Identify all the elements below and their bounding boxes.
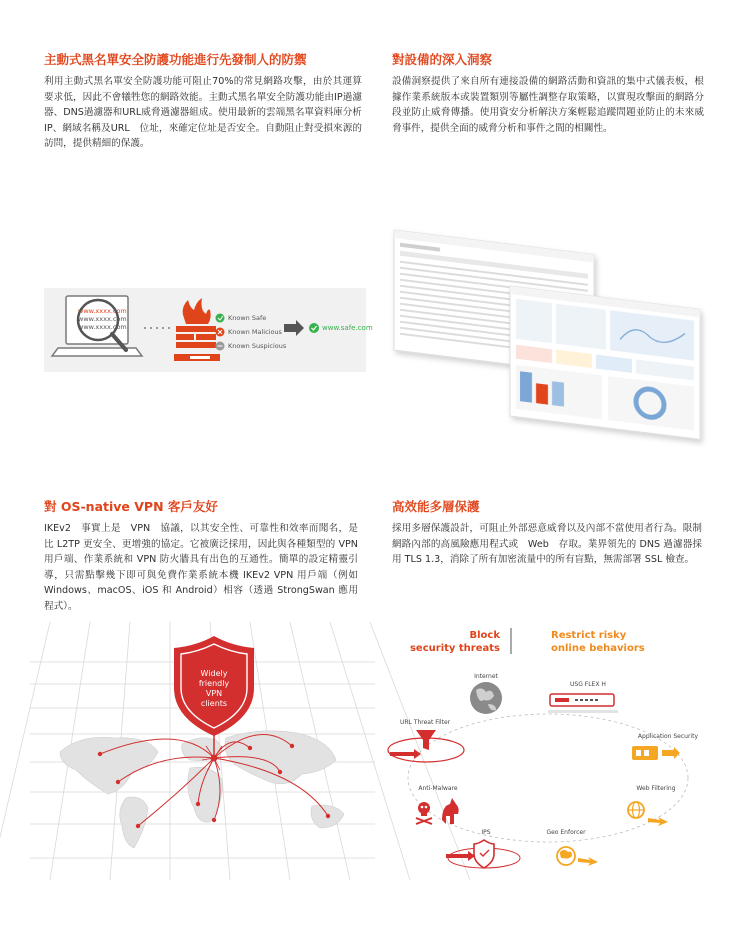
svg-text:clients: clients xyxy=(200,699,228,708)
restrict-label: online behaviors xyxy=(551,643,645,654)
url-filter-icon xyxy=(388,730,464,762)
firewall-device-icon xyxy=(548,694,618,713)
svg-text:VPN: VPN xyxy=(205,689,223,698)
svg-text:Known Malicious: Known Malicious xyxy=(228,328,282,336)
vpn-world-graphic xyxy=(30,622,375,880)
section-body: 設備洞察提供了來自所有連接設備的網路活動和資訊的集中式儀表板，根據作業系統版本或裝置類別等屬性調整存取策略，以實現攻擊面的網路分段並防止威脅傳播。使用資安分析解決方案輕鬆追蹤問題並防止的未來威脅事件，提供全面的威脅分析和事件之間的相關性。 xyxy=(392,76,704,134)
anti-malware-icon xyxy=(416,798,459,824)
section-title: 主動式黑名單安全防護功能進行先發制人的防禦 xyxy=(44,52,307,67)
svg-text:Known Safe: Known Safe xyxy=(228,314,267,322)
svg-text:Web Filtering: Web Filtering xyxy=(636,785,676,792)
svg-text:Application Security: Application Security xyxy=(637,733,698,740)
svg-text:Anti-Malware: Anti-Malware xyxy=(418,785,458,792)
legend-known-safe xyxy=(216,314,267,323)
svg-text:USG FLEX H: USG FLEX H xyxy=(570,681,606,688)
section-body: IKEv2 事實上是 VPN 協議，以其安全性、可靠性和效率而聞名，是比 L2TP 更安全、更增強的協定。它被廣泛採用，因此與各種類型的 VPN 用戶端、作業系統和 VPN 防火牆具有出色的互通性。簡單的設定精靈引導，只需點擊幾下即可與免費作業系統本機 IKEv2 VPN 用戶端（例如 Windows、macOS、iOS 和 Android）相容（透過 StrongSwan 應用程式）。 xyxy=(44,523,358,612)
web-filtering-icon xyxy=(628,802,668,826)
svg-text:Known Suspicious: Known Suspicious xyxy=(228,342,287,350)
svg-text:Internet: Internet xyxy=(474,673,498,680)
legend-known-suspicious xyxy=(216,342,287,351)
section-title: 對設備的深入洞察 xyxy=(392,52,493,67)
app-security-icon xyxy=(632,746,680,760)
legend-known-malicious xyxy=(216,328,283,337)
section-title: 對 OS-native VPN 客戶友好 xyxy=(44,499,218,514)
section-vpn xyxy=(44,499,358,615)
section-multilayer xyxy=(392,499,702,568)
url-line: www.xxxx.com xyxy=(78,307,127,315)
block-label: security threats xyxy=(409,643,500,654)
geo-enforcer-icon xyxy=(557,847,598,866)
restrict-label: Restrict risky xyxy=(551,630,627,641)
dashboard-analytics-screen xyxy=(510,286,700,439)
svg-text:Widely: Widely xyxy=(200,669,228,678)
section-insight xyxy=(392,52,704,136)
svg-text:friendly: friendly xyxy=(198,679,230,688)
protection-diagram xyxy=(380,622,710,880)
section-body: 利用主動式黑名單安全防護功能可阻止70%的常見網路攻擊，由於其運算要求低，因此不會犧牲您的網路效能。主動式黑名單安全防護功能由IP過濾器、DNS過濾器和URL威脅過濾器組成。使用最新的雲端黑名單資料庫分析 IP、網域名稱及URL 位址，來確定位址是否安全。自動阻止對受損來源的訪問，提供精細的保護。 xyxy=(44,76,372,150)
ips-shield-icon xyxy=(446,840,520,868)
svg-text:www.safe.com: www.safe.com xyxy=(322,324,373,332)
section-body: 採用多層保護設計，可阻止外部惡意威脅以及內部不當使用者行為。限制網路內部的高風險應用程式或 Web 存取。業界領先的 DNS 過濾器採用 TLS 1.3，消除了所有加密流量中的所有盲點，無需部署 SSL 檢查。 xyxy=(392,523,702,566)
arrow-right-icon xyxy=(284,320,304,336)
dashboard-screenshots xyxy=(380,222,710,452)
svg-text:Geo Enforcer: Geo Enforcer xyxy=(546,829,586,836)
svg-text:IPS: IPS xyxy=(481,829,491,836)
safe-result xyxy=(309,323,373,333)
globe-icon xyxy=(470,682,502,714)
url-line: www.xxxx.com xyxy=(78,323,127,331)
blacklist-diagram xyxy=(44,288,373,372)
section-blacklist xyxy=(44,52,372,152)
firewall-icon xyxy=(174,298,220,361)
url-line: www.xxxx.com xyxy=(78,315,127,323)
block-label: Block xyxy=(469,630,500,641)
svg-text:URL Threat Filter: URL Threat Filter xyxy=(400,719,451,726)
section-title: 高效能多層保護 xyxy=(392,499,480,514)
